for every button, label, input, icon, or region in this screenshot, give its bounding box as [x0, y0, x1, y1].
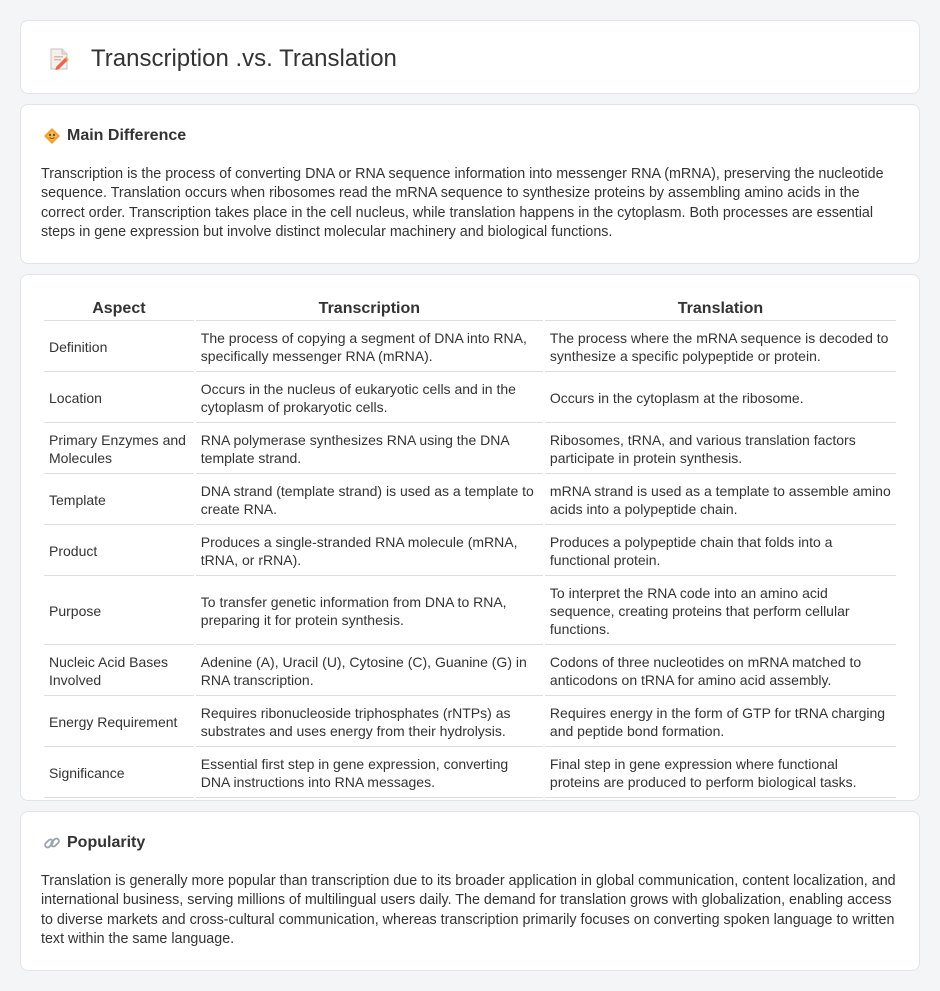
translation-cell: Produces a polypeptide chain that folds into a functional protein. [545, 527, 896, 576]
popularity-text: Translation is generally more popular than transcription due to its broader application in global communication, content localization, and international business, serving millions of multilingual users daily. The demand for translation grows with globalization, enabling access to diverse markets and cross-cultural communication, whereas transcription primarily focuses on converting spoken language to written text within the same language. [41, 873, 896, 947]
translation-cell: mRNA strand is used as a template to assemble amino acids into a polypeptide chain. [545, 476, 896, 525]
aspect-cell: Definition [44, 323, 194, 372]
aspect-cell: Purpose [44, 578, 194, 645]
translation-cell: Requires energy in the form of GTP for tRNA charging and peptide bond formation. [545, 698, 896, 747]
table-row [44, 425, 896, 474]
aspect-cell: Template [44, 476, 194, 525]
transcription-cell: To transfer genetic information from DNA to RNA, preparing it for protein synthesis. [196, 578, 543, 645]
aspect-cell: Significance [44, 749, 194, 798]
table-row [44, 476, 896, 525]
comparison-card [20, 274, 920, 801]
table-header-row [44, 297, 896, 321]
main-difference-card [20, 104, 920, 264]
column-header-translation: Translation [545, 297, 896, 321]
title-row [47, 45, 397, 73]
translation-cell: Codons of three nucleotides on mRNA matched to anticodons on tRNA for amino acid assembly. [545, 647, 896, 696]
transcription-cell: RNA polymerase synthesizes RNA using the DNA template strand. [196, 425, 543, 474]
main-difference-header [43, 127, 186, 145]
column-header-transcription: Transcription [196, 297, 543, 321]
transcription-cell: Produces a single-stranded RNA molecule (mRNA, tRNA, or rRNA). [196, 527, 543, 576]
aspect-cell: Product [44, 527, 194, 576]
table-row [44, 527, 896, 576]
transcription-cell: Requires ribonucleoside triphosphates (rNTPs) as substrates and uses energy from their hydrolysis. [196, 698, 543, 747]
document-pencil-icon [47, 47, 71, 71]
aspect-cell: Energy Requirement [44, 698, 194, 747]
table-row [44, 647, 896, 696]
translation-cell: Ribosomes, tRNA, and various translation factors participate in protein synthesis. [545, 425, 896, 474]
main-difference-title: Main Difference [67, 127, 187, 144]
translation-cell: Final step in gene expression where functional proteins are produced to perform biological tasks. [545, 749, 896, 798]
aspect-cell: Nucleic Acid Bases Involved [44, 647, 194, 696]
translation-cell: Occurs in the cytoplasm at the ribosome. [545, 374, 896, 423]
column-header-aspect: Aspect [44, 297, 194, 321]
table-row [44, 698, 896, 747]
transcription-cell: DNA strand (template strand) is used as a template to create RNA. [196, 476, 543, 525]
translation-cell: The process where the mRNA sequence is decoded to synthesize a specific polypeptide or protein. [545, 323, 896, 372]
transcription-cell: Essential first step in gene expression, converting DNA instructions into RNA messages. [196, 749, 543, 798]
diamond-icon [43, 127, 61, 145]
link-icon [43, 834, 61, 852]
table-row [44, 323, 896, 372]
transcription-cell: Adenine (A), Uracil (U), Cytosine (C), Guanine (G) in RNA transcription. [196, 647, 543, 696]
aspect-cell: Location [44, 374, 194, 423]
popularity-title: Popularity [67, 834, 146, 851]
popularity-card [20, 811, 920, 971]
translation-cell: To interpret the RNA code into an amino acid sequence, creating proteins that perform cellular functions. [545, 578, 896, 645]
page-title: Transcription .vs. Translation [91, 45, 397, 72]
comparison-table [42, 295, 898, 800]
transcription-cell: Occurs in the nucleus of eukaryotic cells and in the cytoplasm of prokaryotic cells. [196, 374, 543, 423]
transcription-cell: The process of copying a segment of DNA into RNA, specifically messenger RNA (mRNA). [196, 323, 543, 372]
main-difference-text: Transcription is the process of converting DNA or RNA sequence information into messenger RNA (mRNA), preserving the nucleotide sequence. Translation occurs when ribosomes read the mRNA sequence to synthesize proteins by assembling amino acids in the correct order. Transcription takes place in the cell nucleus, while translation happens in the cytoplasm. Both processes are essential steps in gene expression but involve distinct molecular machinery and biological functions. [41, 166, 884, 240]
title-card [20, 20, 920, 94]
aspect-cell: Primary Enzymes and Molecules [44, 425, 194, 474]
popularity-header [43, 834, 145, 852]
table-row [44, 578, 896, 645]
table-row [44, 374, 896, 423]
table-row [44, 749, 896, 798]
